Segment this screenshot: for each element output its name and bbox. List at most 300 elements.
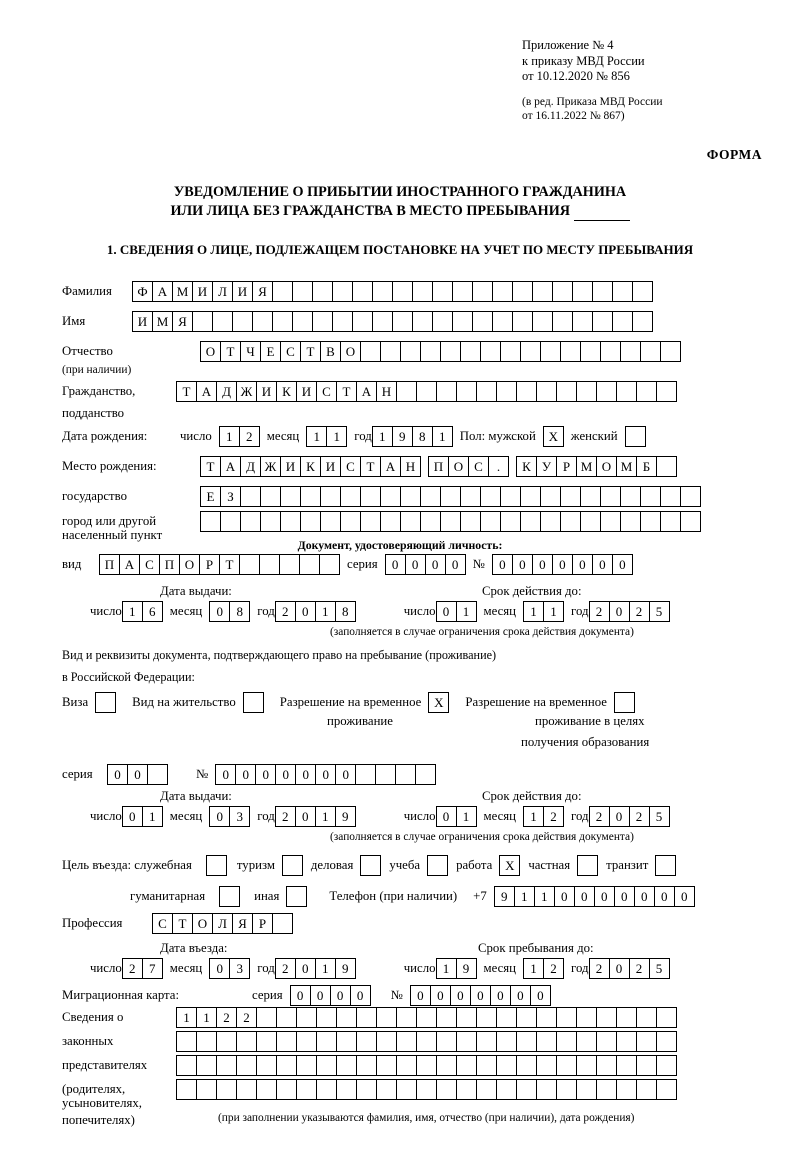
char-cell[interactable] xyxy=(372,311,393,332)
char-cell[interactable] xyxy=(492,281,513,302)
char-cell[interactable] xyxy=(416,1055,437,1076)
char-cell[interactable]: Ф xyxy=(132,281,153,302)
char-cell[interactable]: Л xyxy=(212,281,233,302)
char-cell[interactable] xyxy=(176,1055,197,1076)
char-cell[interactable]: 2 xyxy=(239,426,260,447)
char-cell[interactable] xyxy=(636,381,657,402)
mig-series-boxes[interactable] xyxy=(290,985,371,1006)
char-cell[interactable] xyxy=(319,554,340,575)
char-cell[interactable]: Я xyxy=(172,311,193,332)
char-cell[interactable]: 0 xyxy=(295,958,316,979)
char-cell[interactable] xyxy=(299,554,320,575)
checkbox-purpose-service[interactable] xyxy=(206,855,227,876)
char-cell[interactable] xyxy=(320,511,341,532)
char-cell[interactable]: 0 xyxy=(385,554,406,575)
char-cell[interactable] xyxy=(456,1031,477,1052)
char-cell[interactable]: 3 xyxy=(229,806,250,827)
char-cell[interactable]: А xyxy=(356,381,377,402)
char-cell[interactable] xyxy=(412,281,433,302)
char-cell[interactable] xyxy=(472,311,493,332)
char-cell[interactable] xyxy=(312,281,333,302)
char-cell[interactable] xyxy=(340,511,361,532)
char-cell[interactable]: 1 xyxy=(142,806,163,827)
char-cell[interactable] xyxy=(272,913,293,934)
char-cell[interactable]: 5 xyxy=(649,806,670,827)
char-cell[interactable] xyxy=(300,511,321,532)
checkbox-sex-female[interactable] xyxy=(625,426,646,447)
char-cell[interactable]: 0 xyxy=(572,554,593,575)
char-cell[interactable] xyxy=(576,1055,597,1076)
char-cell[interactable] xyxy=(632,281,653,302)
char-cell[interactable] xyxy=(147,764,168,785)
char-cell[interactable] xyxy=(600,341,621,362)
char-cell[interactable] xyxy=(420,511,441,532)
char-cell[interactable] xyxy=(316,1079,337,1100)
char-cell[interactable] xyxy=(480,511,501,532)
char-cell[interactable]: 0 xyxy=(574,886,595,907)
citizenship-boxes[interactable] xyxy=(176,381,677,402)
char-cell[interactable] xyxy=(612,311,633,332)
char-cell[interactable] xyxy=(616,1055,637,1076)
char-cell[interactable] xyxy=(276,1031,297,1052)
char-cell[interactable] xyxy=(516,1055,537,1076)
char-cell[interactable]: 2 xyxy=(275,806,296,827)
char-cell[interactable] xyxy=(496,381,517,402)
doc-valid-year-boxes[interactable] xyxy=(589,601,670,622)
char-cell[interactable]: 1 xyxy=(122,601,143,622)
char-cell[interactable]: 1 xyxy=(196,1007,217,1028)
char-cell[interactable] xyxy=(460,511,481,532)
char-cell[interactable]: 6 xyxy=(142,601,163,622)
char-cell[interactable]: А xyxy=(220,456,241,477)
char-cell[interactable]: Я xyxy=(252,281,273,302)
char-cell[interactable]: Н xyxy=(376,381,397,402)
char-cell[interactable]: И xyxy=(296,381,317,402)
char-cell[interactable]: 0 xyxy=(609,806,630,827)
char-cell[interactable] xyxy=(520,341,541,362)
doc-issue-month-boxes[interactable] xyxy=(209,601,250,622)
char-cell[interactable] xyxy=(436,1055,457,1076)
char-cell[interactable] xyxy=(556,1007,577,1028)
char-cell[interactable] xyxy=(572,311,593,332)
permit-valid-day-boxes[interactable] xyxy=(436,806,477,827)
char-cell[interactable]: К xyxy=(516,456,537,477)
char-cell[interactable]: Е xyxy=(260,341,281,362)
char-cell[interactable] xyxy=(576,1031,597,1052)
char-cell[interactable] xyxy=(596,1007,617,1028)
char-cell[interactable]: 0 xyxy=(330,985,351,1006)
char-cell[interactable] xyxy=(540,511,561,532)
char-cell[interactable] xyxy=(340,486,361,507)
char-cell[interactable] xyxy=(572,281,593,302)
char-cell[interactable] xyxy=(456,1007,477,1028)
char-cell[interactable]: 0 xyxy=(295,601,316,622)
char-cell[interactable]: 9 xyxy=(335,806,356,827)
char-cell[interactable] xyxy=(520,511,541,532)
char-cell[interactable] xyxy=(516,1007,537,1028)
char-cell[interactable] xyxy=(500,511,521,532)
char-cell[interactable]: П xyxy=(99,554,120,575)
surname-boxes[interactable] xyxy=(132,281,653,302)
char-cell[interactable] xyxy=(396,1031,417,1052)
char-cell[interactable]: С xyxy=(340,456,361,477)
char-cell[interactable]: 0 xyxy=(315,764,336,785)
char-cell[interactable]: 0 xyxy=(532,554,553,575)
char-cell[interactable]: 0 xyxy=(405,554,426,575)
char-cell[interactable]: 8 xyxy=(335,601,356,622)
char-cell[interactable]: 1 xyxy=(456,806,477,827)
char-cell[interactable]: К xyxy=(276,381,297,402)
char-cell[interactable]: 0 xyxy=(430,985,451,1006)
char-cell[interactable] xyxy=(560,341,581,362)
char-cell[interactable] xyxy=(192,311,213,332)
char-cell[interactable]: 0 xyxy=(552,554,573,575)
char-cell[interactable] xyxy=(496,1055,517,1076)
char-cell[interactable] xyxy=(356,1079,377,1100)
char-cell[interactable] xyxy=(616,1079,637,1100)
char-cell[interactable]: 0 xyxy=(492,554,513,575)
legal-rep-row3-boxes[interactable] xyxy=(176,1055,677,1076)
legal-rep-row2-boxes[interactable] xyxy=(176,1031,677,1052)
char-cell[interactable] xyxy=(536,381,557,402)
char-cell[interactable] xyxy=(316,1007,337,1028)
char-cell[interactable]: 9 xyxy=(335,958,356,979)
doc-valid-day-boxes[interactable] xyxy=(436,601,477,622)
char-cell[interactable] xyxy=(296,1055,317,1076)
char-cell[interactable]: П xyxy=(159,554,180,575)
char-cell[interactable] xyxy=(456,1055,477,1076)
char-cell[interactable] xyxy=(380,341,401,362)
phone-boxes[interactable] xyxy=(494,886,695,907)
char-cell[interactable] xyxy=(372,281,393,302)
permit-issue-month-boxes[interactable] xyxy=(209,806,250,827)
char-cell[interactable] xyxy=(292,311,313,332)
char-cell[interactable] xyxy=(680,486,701,507)
char-cell[interactable] xyxy=(532,311,553,332)
char-cell[interactable]: 0 xyxy=(445,554,466,575)
char-cell[interactable]: 2 xyxy=(275,958,296,979)
char-cell[interactable] xyxy=(336,1055,357,1076)
char-cell[interactable]: С xyxy=(316,381,337,402)
char-cell[interactable]: И xyxy=(192,281,213,302)
char-cell[interactable]: 0 xyxy=(614,886,635,907)
char-cell[interactable]: Л xyxy=(212,913,233,934)
char-cell[interactable] xyxy=(580,341,601,362)
char-cell[interactable] xyxy=(355,764,376,785)
permit-valid-month-boxes[interactable] xyxy=(523,806,564,827)
char-cell[interactable] xyxy=(580,486,601,507)
char-cell[interactable] xyxy=(440,511,461,532)
char-cell[interactable]: 0 xyxy=(295,764,316,785)
char-cell[interactable] xyxy=(640,486,661,507)
entry-day-boxes[interactable] xyxy=(122,958,163,979)
char-cell[interactable] xyxy=(280,511,301,532)
char-cell[interactable]: 0 xyxy=(592,554,613,575)
char-cell[interactable]: 1 xyxy=(315,958,336,979)
char-cell[interactable] xyxy=(500,341,521,362)
char-cell[interactable] xyxy=(416,1079,437,1100)
char-cell[interactable] xyxy=(360,511,381,532)
stay-month-boxes[interactable] xyxy=(523,958,564,979)
char-cell[interactable]: 2 xyxy=(216,1007,237,1028)
char-cell[interactable]: 0 xyxy=(215,764,236,785)
char-cell[interactable] xyxy=(296,1007,317,1028)
permit-issue-year-boxes[interactable] xyxy=(275,806,356,827)
char-cell[interactable]: Ж xyxy=(260,456,281,477)
char-cell[interactable]: Т xyxy=(172,913,193,934)
char-cell[interactable] xyxy=(272,281,293,302)
char-cell[interactable] xyxy=(332,281,353,302)
char-cell[interactable]: 1 xyxy=(523,806,544,827)
char-cell[interactable]: Д xyxy=(240,456,261,477)
char-cell[interactable]: С xyxy=(139,554,160,575)
char-cell[interactable]: И xyxy=(256,381,277,402)
char-cell[interactable] xyxy=(300,486,321,507)
char-cell[interactable]: 0 xyxy=(554,886,575,907)
char-cell[interactable]: 2 xyxy=(629,806,650,827)
char-cell[interactable] xyxy=(592,281,613,302)
char-cell[interactable] xyxy=(476,1055,497,1076)
char-cell[interactable] xyxy=(620,511,641,532)
char-cell[interactable]: 2 xyxy=(275,601,296,622)
char-cell[interactable]: 0 xyxy=(609,601,630,622)
char-cell[interactable] xyxy=(196,1079,217,1100)
char-cell[interactable] xyxy=(440,341,461,362)
char-cell[interactable] xyxy=(416,1007,437,1028)
char-cell[interactable]: 0 xyxy=(530,985,551,1006)
char-cell[interactable]: 8 xyxy=(412,426,433,447)
char-cell[interactable] xyxy=(656,1055,677,1076)
char-cell[interactable] xyxy=(640,511,661,532)
char-cell[interactable]: . xyxy=(488,456,509,477)
char-cell[interactable] xyxy=(292,281,313,302)
char-cell[interactable]: С xyxy=(468,456,489,477)
char-cell[interactable] xyxy=(532,281,553,302)
char-cell[interactable]: 0 xyxy=(594,886,615,907)
char-cell[interactable] xyxy=(436,381,457,402)
char-cell[interactable]: О xyxy=(200,341,221,362)
char-cell[interactable]: 7 xyxy=(142,958,163,979)
char-cell[interactable]: С xyxy=(280,341,301,362)
char-cell[interactable] xyxy=(196,1055,217,1076)
char-cell[interactable] xyxy=(512,311,533,332)
char-cell[interactable]: Т xyxy=(360,456,381,477)
char-cell[interactable] xyxy=(560,486,581,507)
char-cell[interactable] xyxy=(332,311,353,332)
char-cell[interactable]: 0 xyxy=(122,806,143,827)
checkbox-purpose-business[interactable] xyxy=(360,855,381,876)
char-cell[interactable] xyxy=(636,1055,657,1076)
char-cell[interactable]: 1 xyxy=(543,601,564,622)
birthplace-row3-boxes[interactable] xyxy=(200,511,701,532)
char-cell[interactable]: М xyxy=(152,311,173,332)
char-cell[interactable] xyxy=(256,1007,277,1028)
char-cell[interactable]: Е xyxy=(200,486,221,507)
char-cell[interactable]: А xyxy=(152,281,173,302)
char-cell[interactable] xyxy=(576,381,597,402)
char-cell[interactable] xyxy=(216,1031,237,1052)
char-cell[interactable]: Т xyxy=(219,554,240,575)
char-cell[interactable] xyxy=(556,1055,577,1076)
checkbox-purpose-study[interactable] xyxy=(427,855,448,876)
char-cell[interactable] xyxy=(436,1007,457,1028)
checkbox-visa[interactable] xyxy=(95,692,116,713)
char-cell[interactable]: 5 xyxy=(649,601,670,622)
char-cell[interactable]: 5 xyxy=(649,958,670,979)
char-cell[interactable] xyxy=(500,486,521,507)
char-cell[interactable]: Т xyxy=(220,341,241,362)
char-cell[interactable] xyxy=(375,764,396,785)
char-cell[interactable] xyxy=(456,1079,477,1100)
char-cell[interactable] xyxy=(256,1055,277,1076)
char-cell[interactable] xyxy=(660,486,681,507)
checkbox-purpose-work[interactable]: X xyxy=(499,855,520,876)
birthplace-row1-b[interactable] xyxy=(428,456,509,477)
char-cell[interactable]: 2 xyxy=(236,1007,257,1028)
char-cell[interactable] xyxy=(236,1031,257,1052)
char-cell[interactable]: 2 xyxy=(629,601,650,622)
char-cell[interactable] xyxy=(432,311,453,332)
char-cell[interactable]: О xyxy=(448,456,469,477)
permit-series-boxes[interactable] xyxy=(107,764,168,785)
char-cell[interactable] xyxy=(660,511,681,532)
char-cell[interactable]: А xyxy=(196,381,217,402)
char-cell[interactable] xyxy=(276,1007,297,1028)
entry-month-boxes[interactable] xyxy=(209,958,250,979)
char-cell[interactable]: Н xyxy=(400,456,421,477)
char-cell[interactable]: Р xyxy=(199,554,220,575)
char-cell[interactable]: 9 xyxy=(392,426,413,447)
char-cell[interactable]: Ч xyxy=(240,341,261,362)
char-cell[interactable]: 9 xyxy=(494,886,515,907)
char-cell[interactable] xyxy=(452,281,473,302)
char-cell[interactable] xyxy=(480,486,501,507)
char-cell[interactable]: М xyxy=(172,281,193,302)
char-cell[interactable] xyxy=(296,1031,317,1052)
char-cell[interactable]: 1 xyxy=(326,426,347,447)
char-cell[interactable] xyxy=(436,1079,457,1100)
char-cell[interactable]: 0 xyxy=(609,958,630,979)
char-cell[interactable] xyxy=(496,1031,517,1052)
char-cell[interactable] xyxy=(380,511,401,532)
birthplace-row1-a[interactable] xyxy=(200,456,421,477)
char-cell[interactable] xyxy=(556,1079,577,1100)
char-cell[interactable] xyxy=(552,311,573,332)
char-cell[interactable] xyxy=(456,381,477,402)
char-cell[interactable] xyxy=(176,1079,197,1100)
char-cell[interactable] xyxy=(600,511,621,532)
char-cell[interactable]: И xyxy=(232,281,253,302)
char-cell[interactable] xyxy=(200,511,221,532)
char-cell[interactable]: 0 xyxy=(612,554,633,575)
char-cell[interactable]: В xyxy=(320,341,341,362)
char-cell[interactable] xyxy=(452,311,473,332)
char-cell[interactable] xyxy=(616,1007,637,1028)
char-cell[interactable] xyxy=(536,1031,557,1052)
char-cell[interactable] xyxy=(212,311,233,332)
entry-year-boxes[interactable] xyxy=(275,958,356,979)
char-cell[interactable] xyxy=(412,311,433,332)
profession-boxes[interactable] xyxy=(152,913,293,934)
char-cell[interactable] xyxy=(196,1031,217,1052)
char-cell[interactable] xyxy=(276,1055,297,1076)
birthplace-row1-c[interactable] xyxy=(516,456,677,477)
char-cell[interactable] xyxy=(460,341,481,362)
char-cell[interactable]: 0 xyxy=(436,806,457,827)
char-cell[interactable] xyxy=(536,1055,557,1076)
char-cell[interactable] xyxy=(596,1031,617,1052)
char-cell[interactable]: 0 xyxy=(410,985,431,1006)
char-cell[interactable]: 2 xyxy=(589,958,610,979)
char-cell[interactable]: Т xyxy=(176,381,197,402)
char-cell[interactable]: 0 xyxy=(350,985,371,1006)
char-cell[interactable] xyxy=(576,1079,597,1100)
char-cell[interactable] xyxy=(620,341,641,362)
checkbox-purpose-transit[interactable] xyxy=(655,855,676,876)
char-cell[interactable]: 0 xyxy=(450,985,471,1006)
char-cell[interactable] xyxy=(592,311,613,332)
char-cell[interactable] xyxy=(620,486,641,507)
checkbox-temp-residence[interactable]: X xyxy=(428,692,449,713)
char-cell[interactable]: Т xyxy=(200,456,221,477)
char-cell[interactable] xyxy=(476,1007,497,1028)
char-cell[interactable] xyxy=(560,511,581,532)
char-cell[interactable] xyxy=(496,1007,517,1028)
checkbox-edu-residence[interactable] xyxy=(614,692,635,713)
char-cell[interactable]: 1 xyxy=(315,601,336,622)
char-cell[interactable]: 0 xyxy=(470,985,491,1006)
char-cell[interactable] xyxy=(380,486,401,507)
char-cell[interactable] xyxy=(400,341,421,362)
checkbox-purpose-humanitarian[interactable] xyxy=(219,886,240,907)
char-cell[interactable]: 0 xyxy=(209,806,230,827)
char-cell[interactable] xyxy=(360,341,381,362)
char-cell[interactable] xyxy=(272,311,293,332)
legal-rep-row1-boxes[interactable] xyxy=(176,1007,677,1028)
char-cell[interactable] xyxy=(556,1031,577,1052)
char-cell[interactable]: И xyxy=(320,456,341,477)
char-cell[interactable] xyxy=(396,1007,417,1028)
char-cell[interactable]: 0 xyxy=(674,886,695,907)
char-cell[interactable]: 1 xyxy=(219,426,240,447)
birth-day-boxes[interactable] xyxy=(219,426,260,447)
char-cell[interactable]: 1 xyxy=(315,806,336,827)
char-cell[interactable] xyxy=(636,1031,657,1052)
char-cell[interactable] xyxy=(536,1007,557,1028)
char-cell[interactable] xyxy=(636,1079,657,1100)
char-cell[interactable]: 0 xyxy=(209,601,230,622)
name-boxes[interactable] xyxy=(132,311,653,332)
char-cell[interactable] xyxy=(376,1079,397,1100)
char-cell[interactable] xyxy=(552,281,573,302)
permit-issue-day-boxes[interactable] xyxy=(122,806,163,827)
char-cell[interactable]: 0 xyxy=(512,554,533,575)
char-cell[interactable]: 0 xyxy=(436,601,457,622)
char-cell[interactable]: 1 xyxy=(176,1007,197,1028)
char-cell[interactable] xyxy=(356,1031,377,1052)
char-cell[interactable]: 0 xyxy=(295,806,316,827)
char-cell[interactable] xyxy=(236,1079,257,1100)
char-cell[interactable] xyxy=(279,554,300,575)
char-cell[interactable] xyxy=(656,1031,677,1052)
char-cell[interactable] xyxy=(556,381,577,402)
char-cell[interactable] xyxy=(220,511,241,532)
char-cell[interactable]: О xyxy=(179,554,200,575)
char-cell[interactable]: 0 xyxy=(107,764,128,785)
patronymic-boxes[interactable] xyxy=(200,341,681,362)
char-cell[interactable] xyxy=(416,1031,437,1052)
char-cell[interactable]: 9 xyxy=(456,958,477,979)
